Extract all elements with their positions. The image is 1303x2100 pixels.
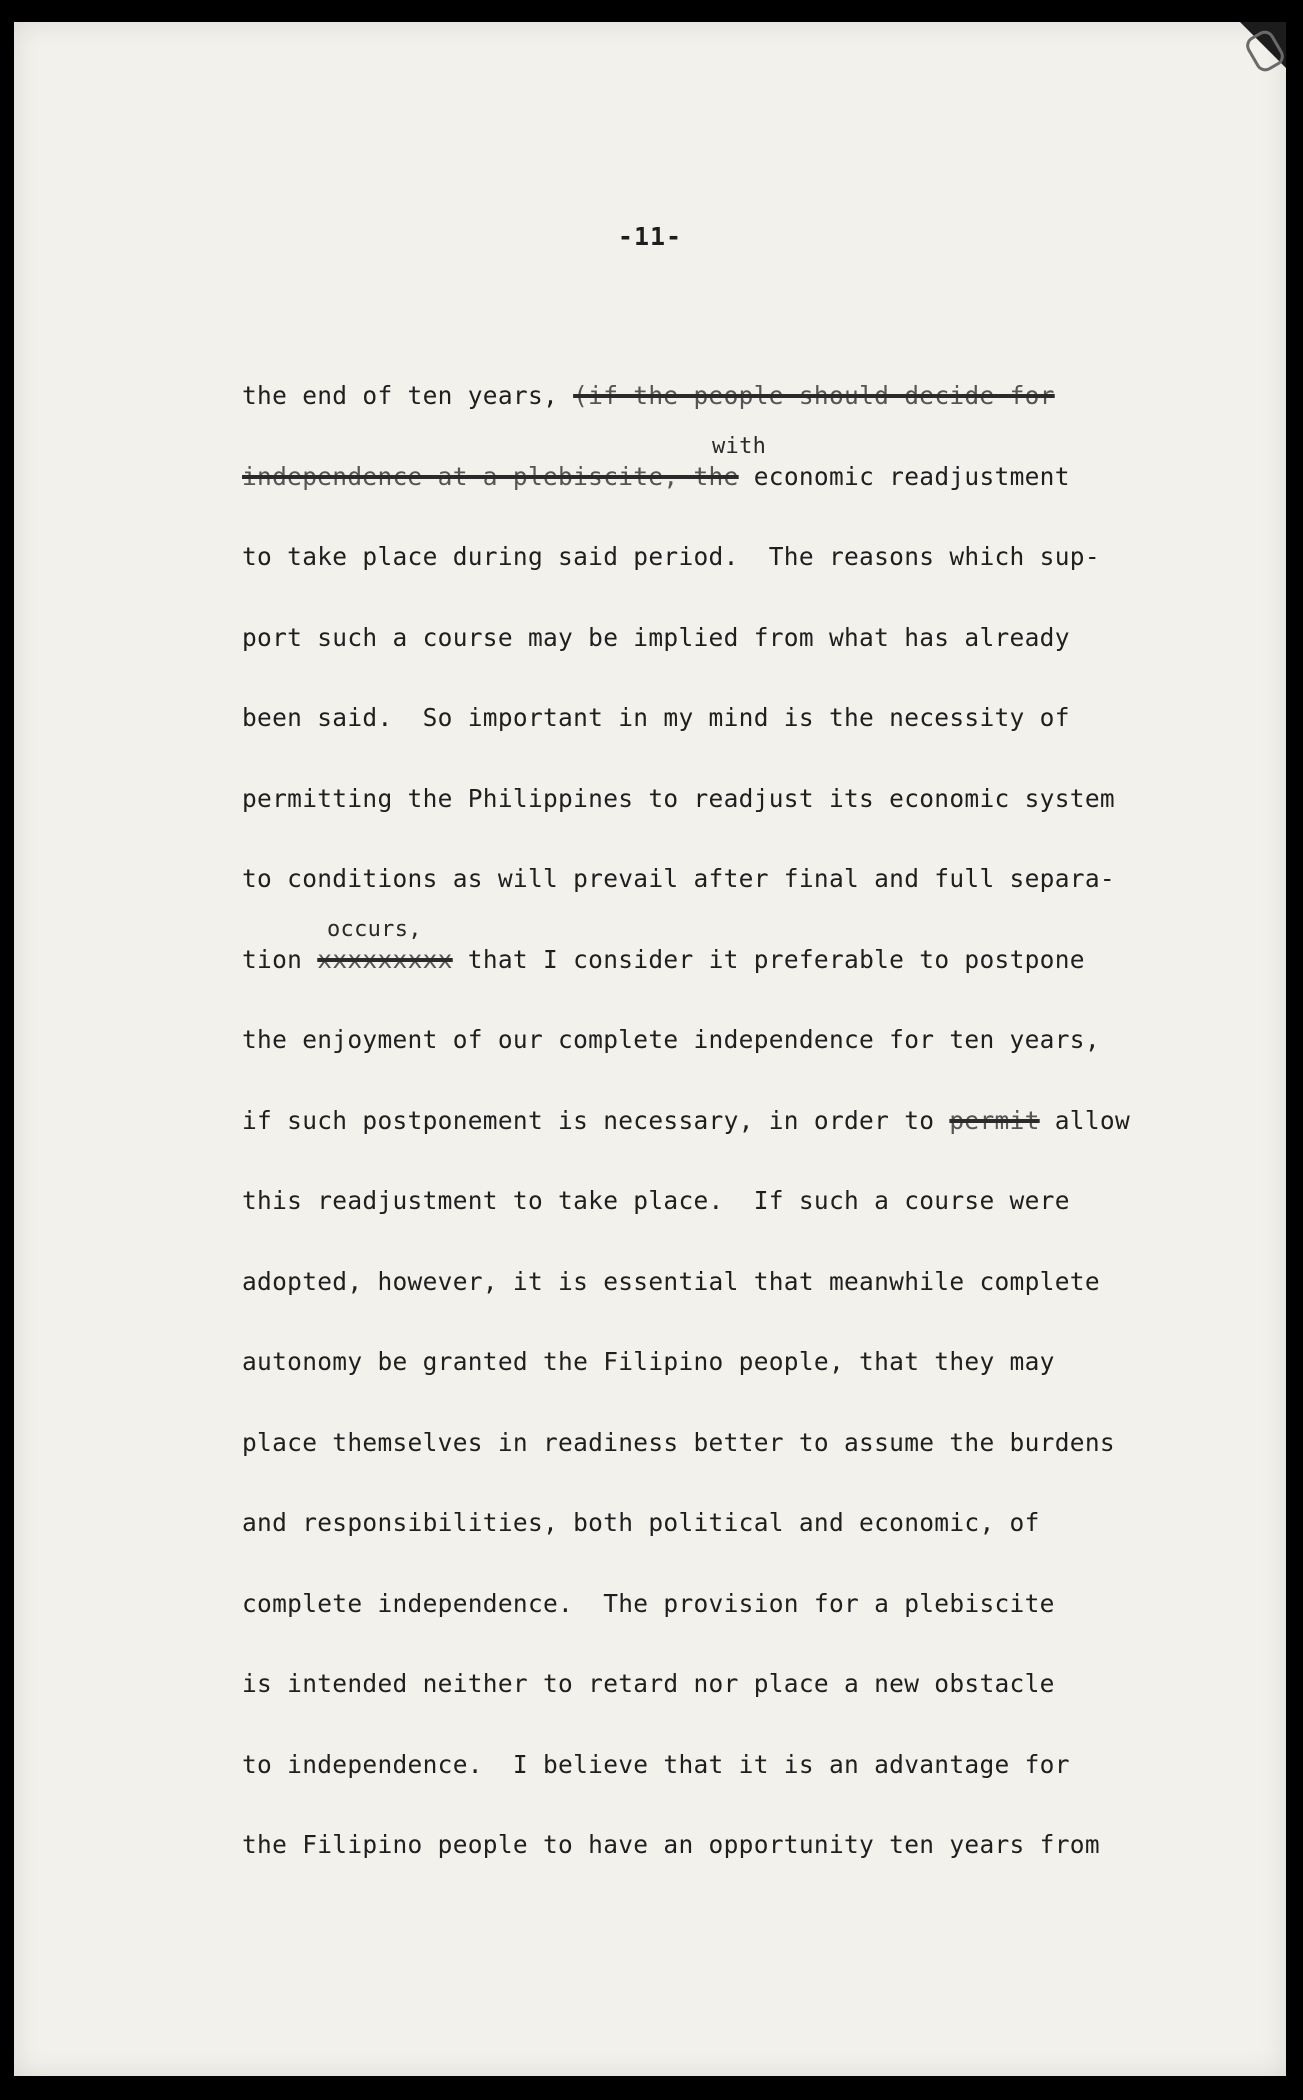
handwritten-insertion: occurs, (327, 916, 422, 942)
text-line-14 (242, 1427, 1242, 1508)
text-line-16 (242, 1588, 1242, 1669)
line-text: the end of ten years, (242, 381, 574, 410)
line-text: and responsibilities, both political and economic, of (242, 1508, 1040, 1537)
text-line-11 (242, 1185, 1242, 1266)
line-text: adopted, however, it is essential that meanwhile complete (242, 1266, 1100, 1296)
line-text: port such a course may be implied from what has already (242, 622, 1070, 652)
line-text: the enjoyment of our complete independence for ten years, (242, 1025, 1100, 1054)
line-text: to independence. I believe that it is an advantage for (242, 1749, 1070, 1779)
line-text: economic readjustment (738, 461, 1070, 491)
line-text: this readjustment to take place. If such a course were (242, 1186, 1070, 1215)
text-line-5 (242, 702, 1242, 783)
text-line-8 (242, 916, 1242, 1025)
text-line-12 (242, 1266, 1242, 1347)
line-text: if such postponement is necessary, in order to (242, 1105, 950, 1135)
text-line-13 (242, 1346, 1242, 1427)
text-line-2 (242, 433, 1242, 542)
line-text: place themselves in readiness better to assume the burdens (242, 1427, 1115, 1457)
typed-text-body (242, 380, 1242, 1910)
line-text: is intended neither to retard nor place a new obstacle (242, 1669, 1055, 1698)
text-line-4 (242, 622, 1242, 703)
struck-text: permit (949, 1105, 1040, 1135)
struck-text: xxxxxxxxx (317, 944, 453, 974)
text-line-10 (242, 1105, 1242, 1186)
line-text: that I consider it preferable to postpone (452, 944, 1085, 974)
line-text: autonomy be granted the Filipino people, that they may (242, 1347, 1055, 1376)
line-text: tion (242, 944, 318, 974)
struck-text: (if the people should decide for (573, 381, 1055, 410)
line-text: to take place during said period. The reasons which sup- (242, 542, 1100, 571)
text-line-15 (242, 1507, 1242, 1588)
line-text: allow (1039, 1105, 1130, 1135)
text-line-19 (242, 1829, 1242, 1910)
line-text: complete independence. The provision for a plebiscite (242, 1588, 1055, 1618)
line-text: to conditions as will prevail after final and full separa- (242, 864, 1115, 893)
text-line-17 (242, 1668, 1242, 1749)
page-number: -11- (617, 222, 683, 251)
line-text: been said. So important in my mind is the necessity of (242, 703, 1070, 732)
text-line-18 (242, 1749, 1242, 1830)
document-page (14, 22, 1286, 2076)
line-text: the Filipino people to have an opportunity ten years from (242, 1830, 1100, 1859)
text-line-3 (242, 541, 1242, 622)
text-line-9 (242, 1024, 1242, 1105)
struck-text: independence at a plebiscite, the (242, 461, 739, 491)
line-text: permitting the Philippines to readjust its economic system (242, 783, 1115, 813)
handwritten-insertion: with (712, 433, 767, 459)
text-line-6 (242, 783, 1242, 864)
